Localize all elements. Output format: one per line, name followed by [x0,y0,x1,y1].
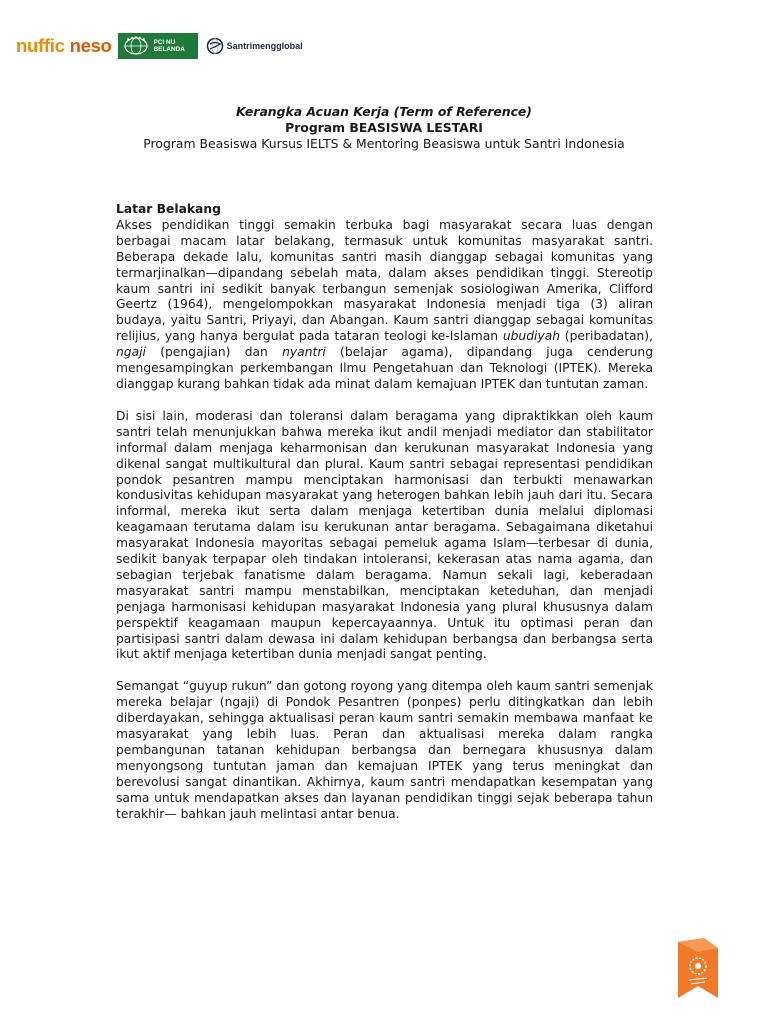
nuffic-logo-text: uffic [27,35,65,56]
nu-globe-icon [122,36,150,56]
pcinu-belanda-logo [118,33,198,59]
pcinu-logo-line2: BELANDA [153,46,185,53]
header-logos [16,30,303,62]
term-ngaji: ngaji [116,345,146,360]
term-nyantri: nyantri [282,345,326,360]
document-title-block [0,104,768,152]
pcinu-logo-line1: PCI NU [153,38,176,46]
santrimengglobal-logo-text: Santrimengglobal [226,41,303,51]
paragraph-3: Semangat “guyup rukun” dan gotong royong yang ditempa oleh kaum santri semenjak mereka belajar (ngaji) di Pondok Pesantren (ponpes) perlu ditingkatkan dan lebih diberdayakan, sehingga aktualisasi peran kaum santri semakin membawa manfaat ke masyarakat yang lebih luas. Peran dan aktualisasi mereka dalam rangka pembangunan tatanan kehidupan berbangsa dan bernegara khususnya dalam menyongsong tuntutan jaman dan kemajuan IPTEK yang terus meningkat dan berevolusi sangat dinantikan. Akhirnya, kaum santri mendapatkan kesempatan yang sama untuk mendapatkan akses dan layanan pendidikan tinggi sejak beberapa tahun terakhir— bahkan jauh melintasi antar benua. [116,679,653,821]
paragraph-1 [116,218,653,393]
program-name: Program BEASISWA LESTARI [285,120,483,135]
nuffic-logo-n: n [16,35,28,56]
section-heading: Latar Belakang [116,202,221,216]
santri-globe-icon [206,37,224,55]
ribbon-badge-icon [674,938,722,1002]
neso-logo-text: neso [69,35,112,56]
nuffic-neso-logo [16,35,112,57]
document-body [116,202,653,839]
program-subtitle: Program Beasiswa Kursus IELTS & Mentoring Beasiswa untuk Santri Indonesia [143,136,625,151]
paragraph-1-part-d: (belajar agama), dipandang juga cenderung mengesampingkan perkembangan Ilmu Pengetahuan dan Teknologi (IPTEK). Mereka dianggap kurang bahkan tidak ada minat dalam kemajuan IPTEK dan tuntutan zaman. [116,345,654,391]
paragraph-1-part-b: (peribadatan), [560,329,653,344]
document-title: Kerangka Acuan Kerja (Term of Reference) [236,104,532,119]
santrimengglobal-logo [206,37,303,55]
paragraph-1-part-c: (pengajian) dan [145,345,283,360]
term-ubudiyah: ubudiyah [502,329,561,344]
paragraph-2: Di sisi lain, moderasi dan toleransi dalam beragama yang dipraktikkan oleh kaum santri telah menunjukkan bahwa mereka ikut andil menjadi mediator dan stabilitator informal dalam menjaga keharmonisan dan kerukunan masyarakat Indonesia yang dikenal sangat multikultural dan plural. Kaum santri sebagai representasi pendidikan pondok pesantren mampu menciptakan harmonisasi dan terbukti menawarkan kondusivitas kehidupan masyarakat yang heterogen bahkan lebih jauh dari itu. Secara informal, mereka ikut serta dalam menjaga ketertiban dunia melalui diplomasi keagamaan terutama dalam isu kerukunan antar beragama. Sebagaimana diketahui masyarakat Indonesia mayoritas sebagai pemeluk agama Islam—terbesar di dunia, sedikit banyak terpapar oleh tindakan intoleransi, kekerasan atas nama agama, dan sebagian terjebak fanatisme dalam beragama. Namun sekali lagi, keberadaan masyarakat santri mampu menstabilkan, menciptakan keteduhan, dan menjadi penjaga harmonisasi kehidupan masyarakat Indonesia yang plural khususnya dalam perspektif keagamaan maupun kepercayaannya. Untuk itu optimasi peran dan partisipasi santri dalam dewasa ini dalam kehidupan berbangsa dan berbangsa serta ikut aktif menjaga ketertiban dunia menjadi sangat penting. [116,408,653,662]
paragraph-1-part-a: Akses pendidikan tinggi semakin terbuka bagi masyarakat secara luas dengan berbagai macam latar belakang, termasuk untuk komunitas masyarakat santri. Beberapa dekade lalu, komunitas santri masih dianggap sebagai komunitas yang termarjinalkan—dipandang sebelah mata, dalam akses pendidikan tinggi. Stereotip kaum santri ini sedikit banyak terbangun semenjak sosiologiwan Amerika, Clifford Geertz (1964), mengelompokkan masyarakat Indonesia menjadi tiga (3) aliran budaya, yaitu Santri, Priyayi, dan Abangan. Kaum santri dianggap sebagai komunitas relijius, yang hanya bergulat pada tataran teologi ke-Islaman [116,217,653,344]
